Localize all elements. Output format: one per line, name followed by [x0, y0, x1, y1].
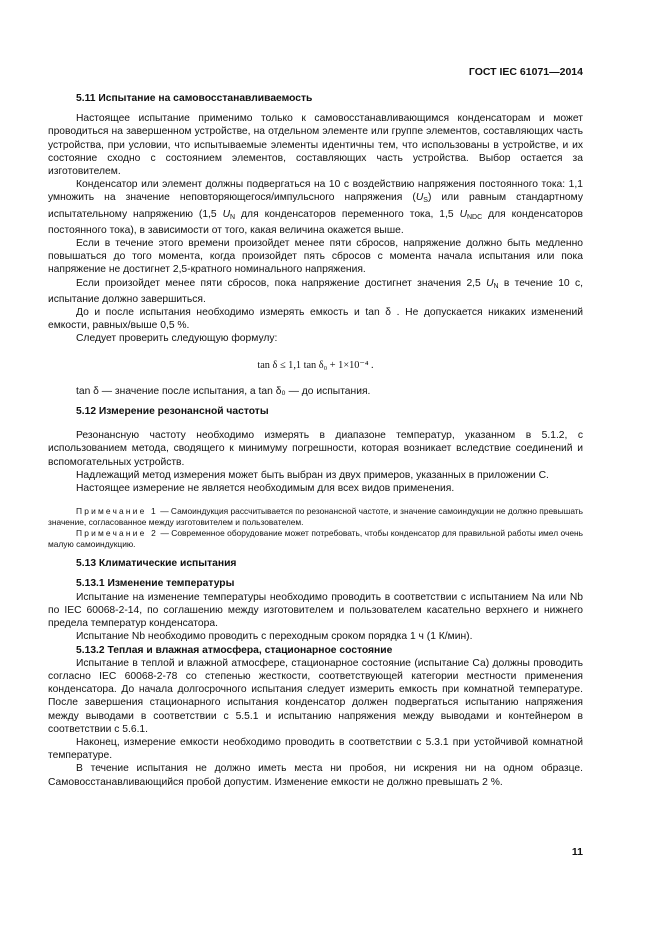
section-5-11-title: 5.11 Испытание на самовосстанавливаемость: [76, 93, 313, 104]
section-5-13-2-title: 5.13.2 Теплая и влажная атмосфера, стационарное состояние: [76, 644, 393, 656]
paragraph: Испытание Nb необходимо проводить с переходным сроком порядка 1 ч (1 К/мин).: [76, 631, 473, 643]
section-5-13-1-title: 5.13.1 Изменение температуры: [76, 578, 235, 590]
note-2: Примечание 2 — Современное оборудование может потребовать, чтобы конденсатор для правильной работы имел очень малую самоиндукцию.: [48, 528, 584, 550]
note-1: Примечание 1 — Самоиндукция рассчитывается по резонансной частоте, и значение самоиндукции не должно превышать значение, согласованное между изготовителем и пользователем.: [48, 506, 584, 528]
paragraph: Настоящее испытание применимо только к самовосстанавливающимся конденсаторам и может проводиться на завершенном устройстве, на отдельном элементе или группе элементов, составляющих часть устройства, при условии, что испытываемые элементы идентичны тем, что использованы в устройстве, и их состояние сходно с состоянием элементов, составляющих часть устройства. Выбор остается за изготовителем.: [48, 113, 583, 178]
section-5-12-title: 5.12 Измерение резонансной частоты: [76, 406, 269, 418]
paragraph: Надлежащий метод измерения может быть выбран из двух примеров, указанных в приложении С.: [76, 469, 549, 481]
page-number: 11: [571, 846, 583, 858]
paragraph: Если в течение этого времени произойдет менее пяти сбросов, напряжение должно быть медленно повышаться до того момента, когда произойдет пять сбросов с момента начала испытания или пока напряжение не достигнет 2,5-кратного номинального напряжения.: [48, 238, 583, 276]
paragraph: Конденсатор или элемент должны подвергаться на 10 с воздействию напряжения постоянного тока: 1,1 умножить на значение неповторяющегося/импульсного напряжения $(U_S)$ или равным стандартному испытательному напряжению (1,5 $U_N$ для конденсаторов переменного тока, 1,5 $U_{NDC}$ для конденсаторов постоянного тока), в зависимости от того, какая величина окажется выше.: [48, 179, 584, 236]
paragraph: В течение испытания не должно иметь места ни пробоя, ни искрения ни на одном образце. Самовосстанавливающийся пробой допустим. Изменение емкости не должно превышать 2 %.: [48, 763, 583, 788]
paragraph: До и после испытания необходимо измерять емкость и tan δ . Не допускается никаких изменений емкости, равных/выше 0,5 %.: [48, 307, 583, 332]
paragraph: Следует проверить следующую формулу:: [76, 333, 278, 345]
paragraph: Резонансную частоту необходимо измерять в диапазоне температур, указанном в 5.1.2, с использованием метода, сводящего к минимуму погрешности, которая возникает вследствие соединений и вспомогательных устройств.: [48, 430, 583, 468]
document-body: [48, 92, 583, 789]
document-header: ГОСТ IEC 61071—2014: [468, 66, 583, 78]
paragraph: Если произойдет менее пяти сбросов, пока напряжение достигнет значения 2,5 $U_N$ в течение 10 с, испытание должно завершиться.: [48, 277, 583, 305]
section-5-13-title: 5.13 Климатические испытания: [76, 558, 237, 570]
paragraph: Настоящее измерение не является необходимым для всех видов применения.: [76, 483, 455, 495]
paragraph: Наконец, измерение емкости необходимо проводить в соответствии с 5.3.1 при устойчивой комнатной температуре.: [48, 736, 583, 762]
paragraph: Испытание на изменение температуры необходимо проводить в соответствии с испытанием Na или Nb по IEC 60068-2-14, по соглашению между изготовителем и пользователем касательно верхнего и нижнего предела температур конденсатора.: [48, 591, 583, 630]
formula: tan δ ≤ 1,1 tan δ₀ + 1×10⁻⁴ .: [257, 359, 374, 371]
paragraph: Испытание в теплой и влажной атмосфере, стационарное состояние (испытание Са) должны проводить согласно IEC 60068-2-78 со степенью жесткости, соответствующей категории местности применения конденсатора. До начала долгосрочного испытания следует измерить емкость при комнатной температуре. После завершения стационарного испытания конденсатор должен подвергаться испытанию напряжения между выводами в соответствии с 5.5.1 и испытанию напряжения между выводами и контейнером в соответствии с 5.6.1.: [48, 657, 583, 735]
formula-legend: tan δ — значение после испытания, а tan δ₀ — до испытания.: [76, 385, 371, 397]
